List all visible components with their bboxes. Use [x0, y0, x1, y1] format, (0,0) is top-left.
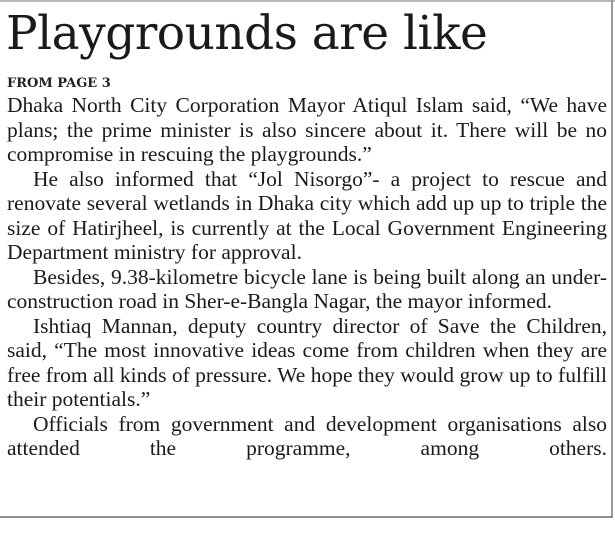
- article-body: [7, 93, 607, 461]
- paragraph-jol-nisorgo: He also informed that “Jol Nisorgo”- a project to rescue and renovate several wetlands in Dhaka city which add up up to triple the size of Hatirjheel, is currently at the Local Government Engineering Department ministry for approval.: [7, 166, 607, 264]
- clipping-right-border: [611, 0, 613, 518]
- paragraph-attendees: Officials from government and development organisations also attended the programme, among others.: [7, 411, 607, 460]
- article-headline: Playgrounds are like: [6, 6, 488, 61]
- paragraph-save-the-children-quote: Ishtiaq Mannan, deputy country director of Save the Children, said, “The most innovative ideas come from children when they are free from all kinds of pressure. We hope they would grow up to fulfill their potentials.”: [7, 313, 607, 411]
- paragraph-mayor-quote: Dhaka North City Corporation Mayor Atiqul Islam said, “We have plans; the prime minister is also sincere about it. There will be no compromise in rescuing the playgrounds.”: [7, 93, 607, 166]
- paragraph-bicycle-lane: Besides, 9.38-kilometre bicycle lane is being built along an under-construction road in Sher-e-Bangla Nagar, the mayor informed.: [7, 264, 607, 313]
- continuation-kicker: FROM PAGE 3: [7, 76, 111, 91]
- clipping-bottom-border: [0, 516, 613, 518]
